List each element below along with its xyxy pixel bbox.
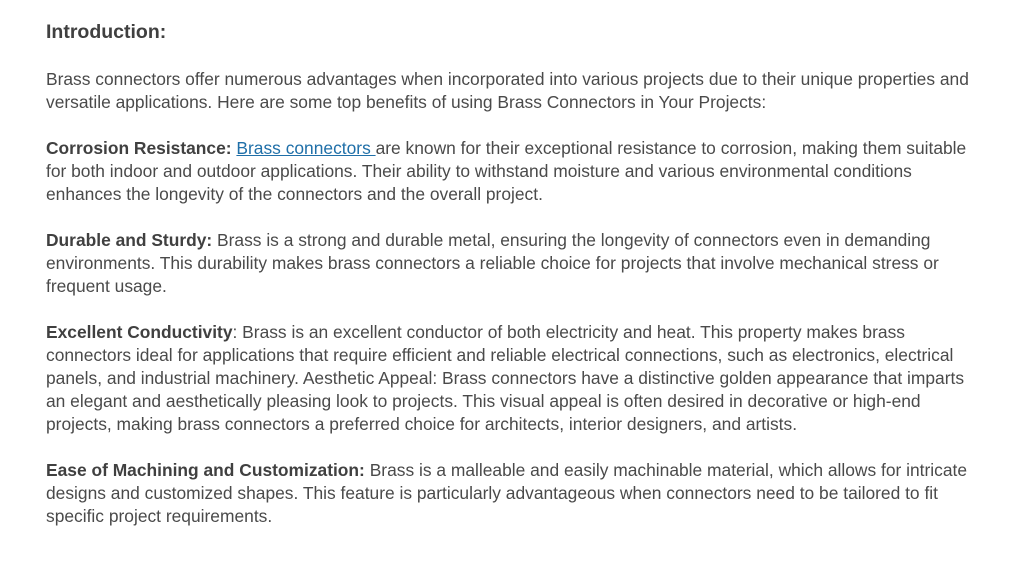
section-excellent-conductivity (46, 321, 971, 436)
section-text: are known for their exceptional resistance to corrosion, making them suitable for both indoor and outdoor applications. Their ability to withstand moisture and various environmental conditions enhances the longevity of the connectors and the overall project. (46, 138, 967, 204)
brass-connectors-link[interactable]: Brass connectors (236, 138, 376, 158)
section-text: Brass is a strong and durable metal, ensuring the longevity of connectors even in demanding environments. This durability makes brass connectors a reliable choice for projects that involve mechanical stress or frequent usage. (46, 230, 939, 296)
section-durable-sturdy (46, 229, 971, 298)
section-corrosion-resistance (46, 137, 971, 206)
section-title: Corrosion Resistance: (46, 138, 232, 158)
section-title: Durable and Sturdy: (46, 230, 213, 250)
section-text: : Brass is an excellent conductor of both electricity and heat. This property makes brass connectors ideal for applications that require efficient and reliable electrical connections, such as electronics, electrical panels, and industrial machinery. Aesthetic Appeal: Brass connectors have a distinctive golden appearance that imparts an elegant and aesthetically pleasing look to projects. This visual appeal is often desired in decorative or high-end projects, making brass connectors a preferred choice for architects, interior designers, and artists. (46, 322, 965, 434)
section-title: Excellent Conductivity (46, 322, 233, 342)
section-title: Ease of Machining and Customization: (46, 460, 365, 480)
section-ease-of-machining (46, 459, 971, 528)
heading-spacer (46, 45, 984, 68)
intro-paragraph: Brass connectors offer numerous advantages when incorporated into various projects due to their unique properties and versatile applications. Here are some top benefits of using Brass Connectors in Your Projects: (46, 69, 969, 112)
page-heading: Introduction: (46, 21, 167, 43)
section-text: Brass is a malleable and easily machinable material, which allows for intricate designs and customized shapes. This feature is particularly advantageous when connectors need to be tailored to fit specific project requirements. (46, 460, 968, 526)
